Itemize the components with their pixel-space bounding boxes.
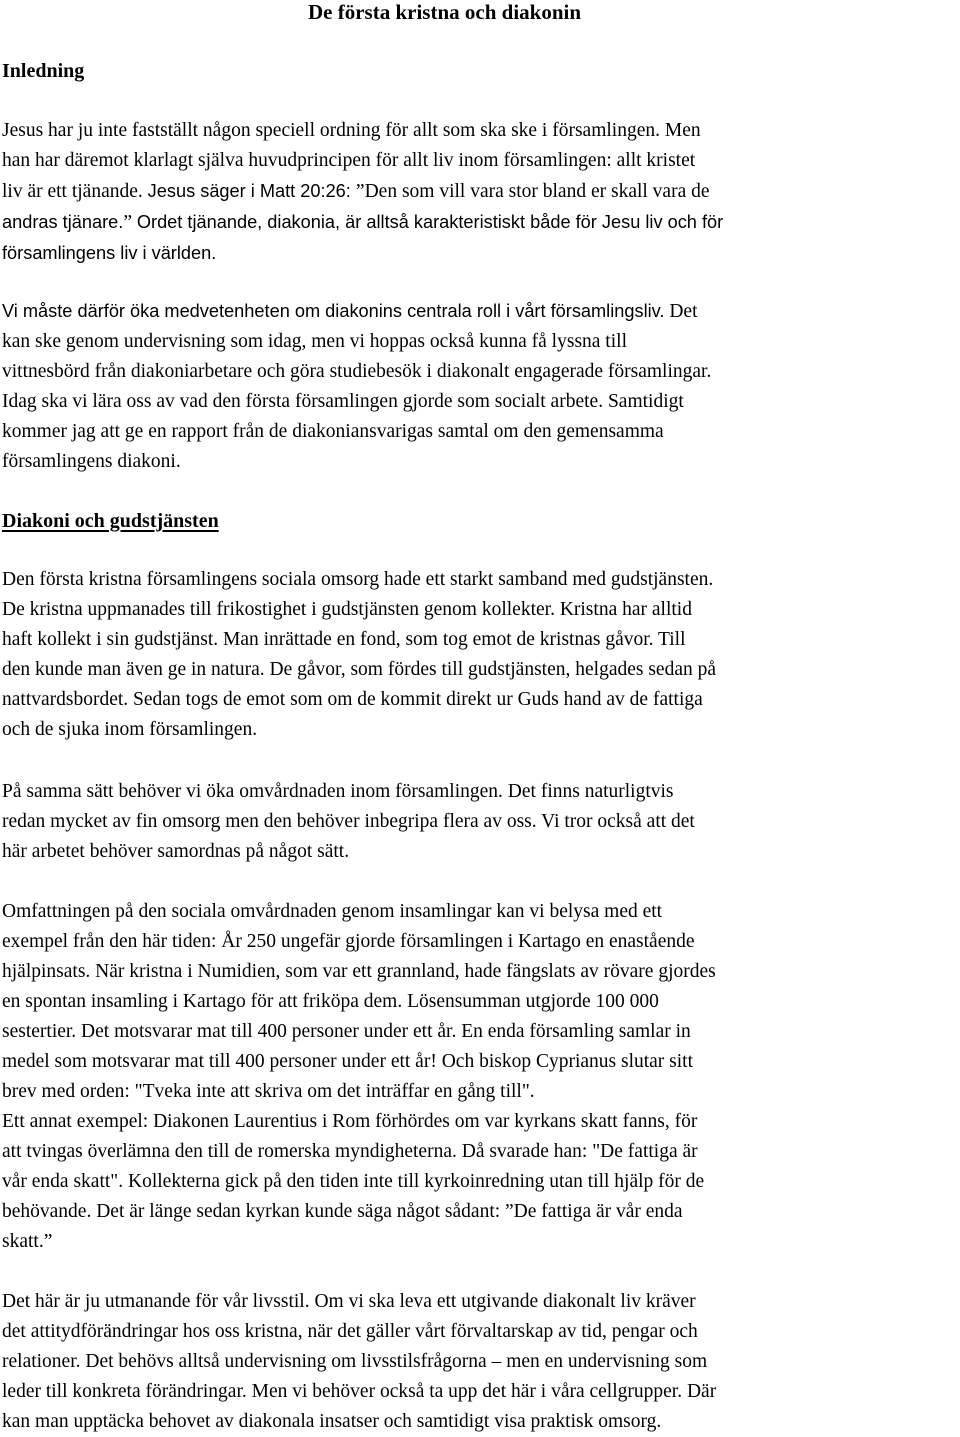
text-segment: den kunde man även ge in natura. De gåvor, som fördes till gudstjänsten, helgades sedan på bbox=[2, 659, 717, 680]
text-line bbox=[2, 327, 958, 357]
text-segment: hjälpinsats. När kristna i Numidien, som var ett grannland, hade fängslats av rövare gjordes bbox=[2, 961, 716, 982]
text-line bbox=[2, 1347, 958, 1377]
text-line bbox=[2, 565, 958, 595]
text-segment: Omfattningen på den sociala omvårdnaden genom insamlingar kan vi belysa med ett bbox=[2, 901, 663, 922]
text-segment: haft kollekt i sin gudstjänst. Man inrättade en fond, som tog emot de kristnas gåvor. Till bbox=[2, 629, 686, 650]
text-line bbox=[2, 1377, 958, 1407]
text-segment: Vi måste därför öka medvetenheten om diakonins centrala roll i vårt församlingsliv. bbox=[2, 301, 665, 321]
text-segment: kommer jag att ge en rapport från de diakoniansvarigas samtal om den gemensamma bbox=[2, 421, 664, 442]
text-line bbox=[2, 357, 958, 387]
text-segment: att tvingas överlämna den till de romerska myndigheterna. Då svarade han: "De fattiga är bbox=[2, 1141, 698, 1162]
text-segment: vår enda skatt". Kollekterna gick på den tiden inte till kyrkoinredning utan till hjälp för de bbox=[2, 1171, 705, 1192]
text-segment: brev med orden: "Tveka inte att skriva om det inträffar en gång till". bbox=[2, 1081, 535, 1102]
text-segment: skatt.” bbox=[2, 1231, 53, 1252]
text-line bbox=[2, 1287, 958, 1317]
text-segment: relationer. Det behövs alltså undervisning om livsstilsfrågorna – men en undervisning som bbox=[2, 1351, 708, 1372]
text-line bbox=[2, 595, 958, 625]
text-segment: och de sjuka inom församlingen. bbox=[2, 719, 258, 740]
text-segment: redan mycket av fin omsorg men den behöver inbegripa flera av oss. Vi tror också att det bbox=[2, 811, 695, 832]
text-line bbox=[2, 837, 958, 867]
text-line bbox=[2, 1047, 958, 1077]
text-segment: behövande. Det är länge sedan kyrkan kunde säga något sådant: ”De fattiga är vår enda bbox=[2, 1201, 683, 1222]
text-segment: liv är ett tjänande. bbox=[2, 181, 148, 202]
text-line bbox=[2, 625, 958, 655]
text-segment: Det bbox=[664, 301, 698, 322]
text-line bbox=[2, 1227, 958, 1257]
text-line bbox=[2, 1167, 958, 1197]
text-segment: här arbetet behöver samordnas på något sätt. bbox=[2, 841, 350, 862]
text-line bbox=[2, 387, 958, 417]
text-segment: nattvardsbordet. Sedan togs de emot som om de kommit direkt ur Guds hand av de fattiga bbox=[2, 689, 703, 710]
text-line bbox=[2, 927, 958, 957]
text-segment: han har däremot klarlagt själva huvudprincipen för allt liv inom församlingen: allt kristet bbox=[2, 150, 696, 171]
paragraph bbox=[2, 565, 958, 745]
text-line bbox=[2, 238, 958, 269]
paragraph bbox=[2, 296, 958, 477]
text-segment: exempel från den här tiden: År 250 ungefär gjorde församlingen i Kartago en enastående bbox=[2, 931, 695, 952]
text-line bbox=[2, 1077, 958, 1107]
text-line bbox=[2, 296, 958, 327]
text-segment: andras tjänare. bbox=[2, 212, 124, 232]
text-segment: Jesus säger i Matt 20:26: bbox=[147, 181, 356, 201]
text-line bbox=[2, 1137, 958, 1167]
text-line bbox=[2, 777, 958, 807]
paragraph bbox=[2, 1287, 958, 1437]
text-segment: Ett annat exempel: Diakonen Laurentius i Rom förhördes om var kyrkans skatt fanns, för bbox=[2, 1111, 698, 1132]
text-segment: det attitydförändringar hos oss kristna, när det gäller vårt förvaltarskap av tid, pengar och bbox=[2, 1321, 698, 1342]
text-line bbox=[2, 1107, 958, 1137]
text-segment: Jesus har ju inte fastställt någon speciell ordning för allt som ska ske i församlingen. Men bbox=[2, 120, 701, 141]
text-segment: ”Den som vill vara stor bland er skall vara de bbox=[355, 181, 710, 202]
text-segment: De kristna uppmanades till frikostighet i gudstjänsten genom kollekter. Kristna har alltid bbox=[2, 599, 692, 620]
text-line bbox=[2, 987, 958, 1017]
text-line bbox=[2, 176, 958, 207]
text-line bbox=[2, 417, 958, 447]
text-line bbox=[2, 207, 958, 238]
text-segment: Det här är ju utmanande för vår livsstil. Om vi ska leva ett utgivande diakonalt liv kräver bbox=[2, 1291, 696, 1312]
text-line bbox=[2, 715, 958, 745]
text-line bbox=[2, 447, 958, 477]
text-segment: leder till konkreta förändringar. Men vi behöver också ta upp det här i våra cellgrupper. Där bbox=[2, 1381, 717, 1402]
text-segment: Idag ska vi lära oss av vad den första församlingen gjorde som socialt arbete. Samtidigt bbox=[2, 391, 684, 412]
text-segment: sestertier. Det motsvarar mat till 400 personer under ett år. En enda församling samlar in bbox=[2, 1021, 691, 1042]
text-line bbox=[2, 1017, 958, 1047]
text-segment: församlingens liv i världen. bbox=[2, 243, 217, 263]
paragraph bbox=[2, 116, 958, 269]
text-segment: ” bbox=[123, 212, 137, 233]
text-segment: en spontan insamling i Kartago för att friköpa dem. Lösensumman utgjorde 100 000 bbox=[2, 991, 659, 1012]
paragraph bbox=[2, 777, 958, 867]
text-line bbox=[2, 655, 958, 685]
text-line bbox=[2, 807, 958, 837]
document-title: De första kristna och diakonin bbox=[308, 0, 582, 24]
text-line bbox=[2, 1407, 958, 1437]
paragraph bbox=[2, 897, 958, 1257]
text-segment: kan man upptäcka behovet av diakonala insatser och samtidigt visa praktisk omsorg. bbox=[2, 1411, 662, 1432]
text-line bbox=[2, 1317, 958, 1347]
heading-diakoni-och-gudstjansten: Diakoni och gudstjänsten bbox=[2, 510, 219, 532]
text-line bbox=[2, 116, 958, 146]
text-line bbox=[2, 897, 958, 927]
text-segment: Ordet tjänande, diakonia, är alltså karakteristiskt både för Jesu liv och för bbox=[136, 212, 724, 232]
text-segment: På samma sätt behöver vi öka omvårdnaden inom församlingen. Det finns naturligtvis bbox=[2, 781, 674, 802]
text-segment: medel som motsvarar mat till 400 personer under ett år! Och biskop Cyprianus slutar sitt bbox=[2, 1051, 694, 1072]
text-line bbox=[2, 957, 958, 987]
text-segment: kan ske genom undervisning som idag, men vi hoppas också kunna få lyssna till bbox=[2, 331, 627, 352]
text-segment: Den första kristna församlingens sociala omsorg hade ett starkt samband med gudstjänsten. bbox=[2, 569, 714, 590]
text-segment: församlingens diakoni. bbox=[2, 451, 181, 472]
text-segment: vittnesbörd från diakoniarbetare och göra studiebesök i diakonalt engagerade församlingar. bbox=[2, 361, 712, 382]
text-line bbox=[2, 146, 958, 176]
text-line bbox=[2, 1197, 958, 1227]
heading-inledning: Inledning bbox=[2, 60, 85, 82]
text-line bbox=[2, 685, 958, 715]
